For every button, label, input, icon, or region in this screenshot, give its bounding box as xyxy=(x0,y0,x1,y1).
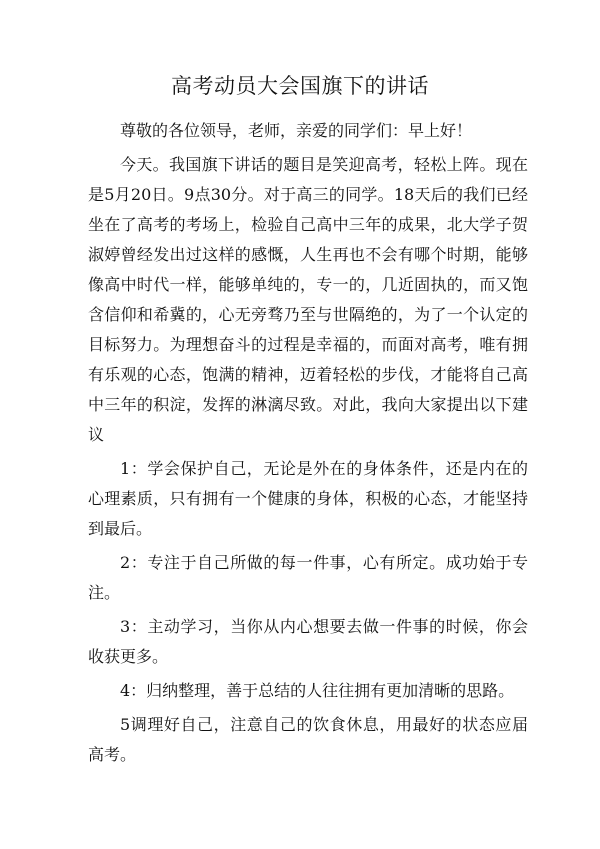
page-title: 高考动员大会国旗下的讲话 xyxy=(171,74,429,98)
paragraph-suggestion-2: 2：专注于自己所做的每一件事，心有所定。成功始于专注。 xyxy=(88,553,528,602)
paragraph-suggestion-3: 3：主动学习，当你从内心想要去做一件事的时候，你会收获更多。 xyxy=(88,617,528,666)
paragraph-suggestion-4: 4：归纳整理，善于总结的人往往拥有更加清晰的思路。 xyxy=(120,681,515,700)
document-body xyxy=(88,116,528,774)
paragraph-suggestion-1: 1：学会保护自己，无论是外在的身体条件，还是内在的心理素质，只有拥有一个健康的身体，积极的心态，才能坚持到最后。 xyxy=(88,459,528,538)
paragraph-intro: 今天。我国旗下讲话的题目是笑迎高考，轻松上阵。现在是5月20日。9点30分。对于高三的同学。18天后的我们已经坐在了高考的考场上，检验自己高中三年的成果，北大学子贺淑婷曾经发出过这样的感慨，人生再也不会有哪个时期，能够像高中时代一样，能够单纯的，专一的，几近固执的，而又饱含信仰和希冀的，心无旁骛乃至与世隔绝的，为了一个认定的目标努力。为理想奋斗的过程是幸福的，而面对高考，唯有拥有乐观的心态，饱满的精神，迈着轻松的步伐，才能将自己高中三年的积淀，发挥的淋漓尽致。对此，我向大家提出以下建议 xyxy=(88,155,528,444)
paragraph-suggestion-5: 5调理好自己，注意自己的饮食休息，用最好的状态应届高考。 xyxy=(88,715,528,764)
paragraph-greeting: 尊敬的各位领导，老师，亲爱的同学们：早上好！ xyxy=(120,121,473,140)
